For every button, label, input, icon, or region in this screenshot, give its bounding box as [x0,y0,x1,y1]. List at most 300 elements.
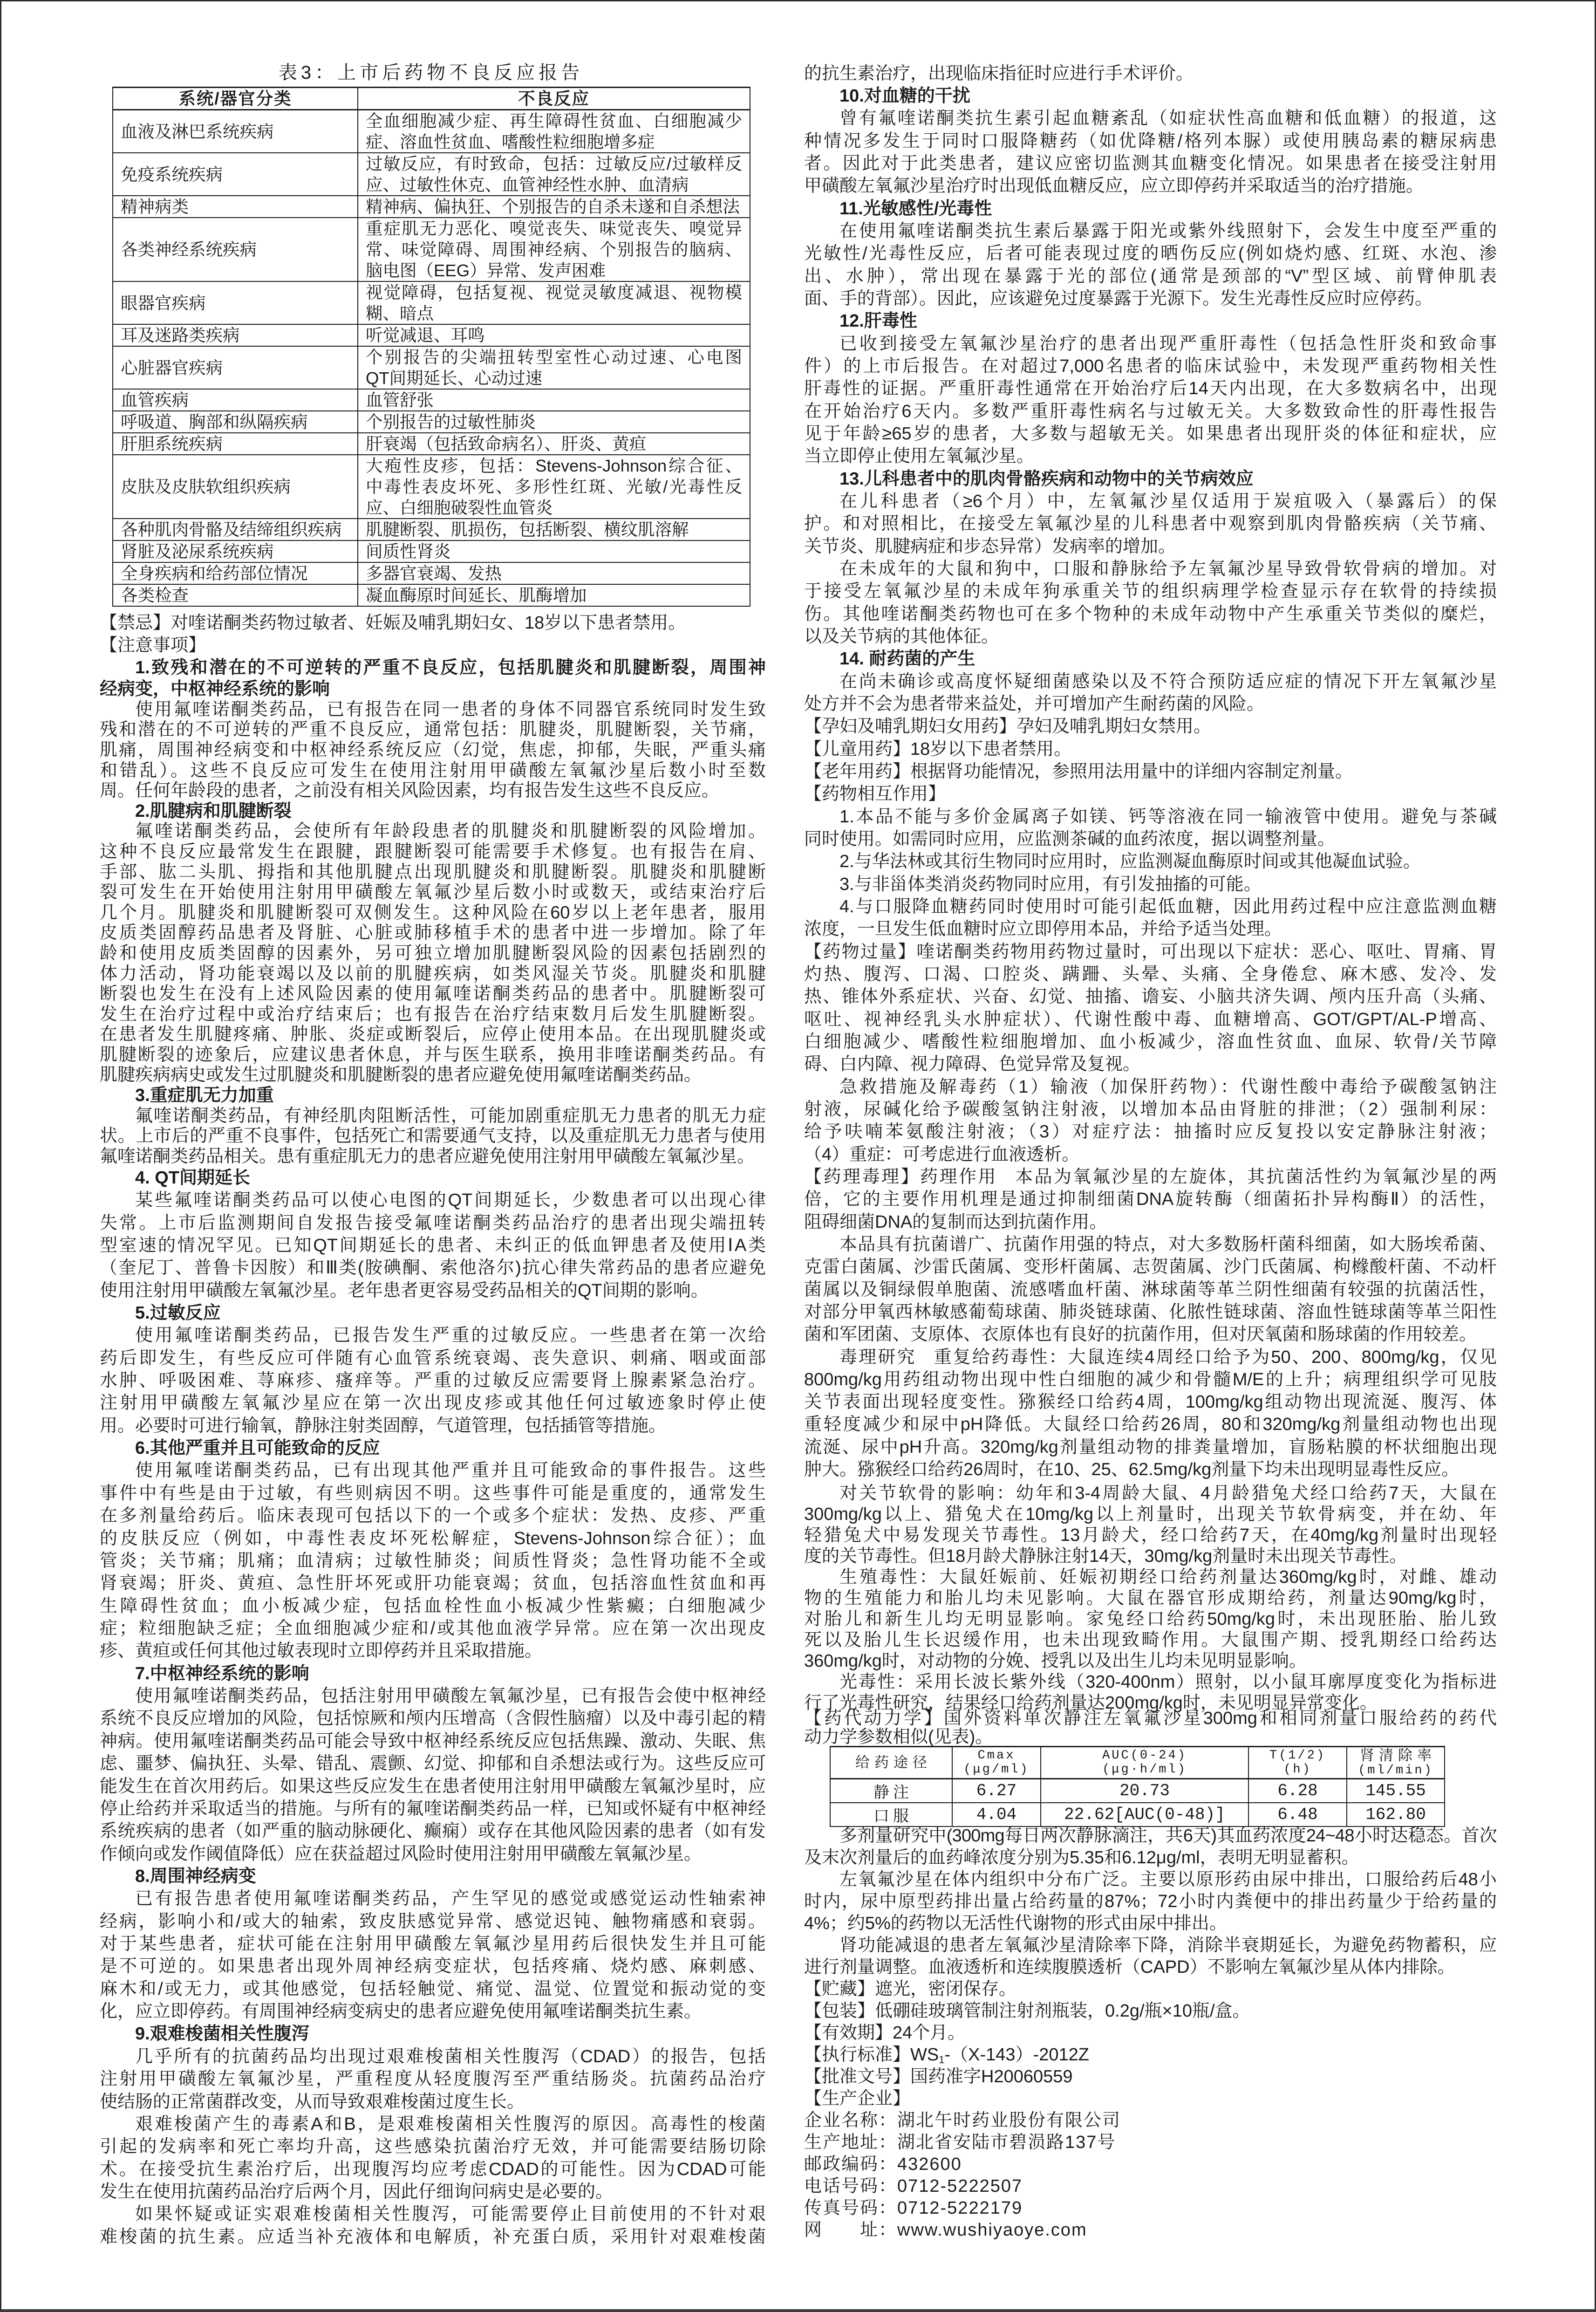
cell-line: 个别报告的尖端扭转型室性心动过速、心电图 [366,348,742,367]
paragraph-line: 4.与口服降血糖药同时使用时可能引起低血糖，因此用药过程中应注意监测血糖 [839,896,1497,917]
paragraph-line: 及末次剂量后的血药峰浓度分别为5.35和6.12μg/ml，表明无明显蓄积。 [804,1847,1359,1867]
paragraph-line: 热、锥体外系症状、兴奋、幻觉、抽搐、谵妄、小脑共济失调、颅内压升高（头痛、 [804,987,1497,1007]
standard-code-suffix: -（X-143）-2012Z [944,2045,1089,2065]
paragraph-line: 时内，尿中原型药排出量占给药量的87%；72小时内粪便中的排出药量少于给药量的 [804,1891,1497,1911]
paragraph-line: 已有报告患者使用氟喹诺酮类药品，产生罕见的感觉或感觉运动性轴索神 [135,1889,766,1909]
cell-line: 视觉障碍，包括复视、视觉灵敏度减退、视物模 [366,283,742,302]
section-text: 低硼硅玻璃管制注射剂瓶装，0.2g/瓶×10瓶/盒。 [875,2001,1250,2021]
paragraph-line: 使结肠的正常菌群改变，从而导致艰难梭菌过度生长。 [100,2092,525,2112]
paragraph-line: 死以及胎儿生长迟缓作用，也未出现致畸作用。大鼠围产期、授乳期经口给药达 [804,1630,1497,1650]
field-label: 网 址： [804,2220,898,2240]
table-row [113,519,750,540]
cell-line: 重症肌无力恶化、嗅觉丧失、味觉丧失、嗅觉异 [366,219,742,238]
paragraph-line: 伤。其他喹诺酮类药物也可在多个物种的未成年动物中产生承重关节类似的糜烂， [804,604,1497,624]
pharmacokinetics-line [804,1709,1497,1728]
shelf-life-line [804,2022,1497,2044]
paragraph-line: 倍，它的主要作用机理是通过抑制细菌DNA旋转酶（细菌拓扑异构酶Ⅱ）的活性， [804,1190,1497,1210]
section-heading: 8.周围神经病变 [135,1866,256,1886]
paragraph-line: 症；粒细胞缺乏症；全血细胞减少症和/或其他血液学异常。应在第一次出现皮 [100,1618,766,1638]
paragraph-line: 的皮肤反应（例如，中毒性表皮坏死松解症，Stevens-Johnson综合征）；血 [100,1528,766,1548]
paragraph-line: 氟喹诺酮类药品，有神经肌肉阻断活性，可能加剧重症肌无力患者的肌无力症 [135,1106,766,1126]
paragraph-line: 经病，影响小和/或大的轴索，致皮肤感觉异常、感觉迟钝、触物痛感和衰弱。 [100,1911,766,1931]
cell-line: 应、过敏性休克、血管神经性水肿、血清病 [366,175,689,194]
paragraph-line: 多剂量研究中(300mg每日两次静脉滴注，共6天)其血药浓度24~48小时达稳态。首次 [839,1826,1497,1846]
closing-block [804,1825,1497,2242]
paragraph-line: 关节炎、肌腱病症和步态异常）发病率的增加。 [804,536,1176,556]
system-organ-class: 各种肌肉骨骼及结缔组织疾病 [113,519,358,540]
paragraph-line: 处方并不会为患者带来益处，并可增加产生耐药菌的风险。 [804,694,1265,714]
paragraph-line: 本品具有抗菌谱广、抗菌作用强的特点，对大多数肠杆菌科细菌，如大肠埃希菌、 [839,1234,1497,1254]
table-row [113,281,750,324]
system-organ-class: 血管疾病 [113,389,358,411]
paragraph-line: 手部、肱二头肌、拇指和其他肌腱点出现肌腱炎和肌腱断裂。肌腱炎和肌腱断 [100,862,766,882]
section-heading: 11.光敏感性/光毒性 [839,198,992,219]
system-organ-class: 肾脏及泌尿系统疾病 [113,540,358,562]
paragraph-line: 龄和使用皮质类固醇的因素外，另可独立增加肌腱断裂风险的因素包括剧烈的 [100,943,766,963]
paragraph-line: 注射用甲磺酸左氧氟沙星应在第一次出现皮疹或其他任何过敏迹象时停止使 [100,1393,766,1413]
paragraph-line: 面、手的背部）。因此，应该避免过度暴露于光源下。发生光毒性反应时应停药。 [804,289,1433,309]
section-heading: 5.过敏反应 [135,1303,221,1323]
adverse-reactions [358,433,750,455]
manufacturer-label: 【生产企业】 [804,2089,911,2109]
pk-cell: 6.48 [1248,1803,1347,1826]
field-value: 0712-5222507 [897,2176,1023,2196]
paragraph-line: 种情况多发生于同时口服降糖药（如优降糖/格列本脲）或使用胰岛素的糖尿病患 [804,131,1497,151]
section-label: 【药物过量】 [804,942,917,962]
adverse-reactions [358,455,750,519]
table-row [113,562,750,584]
cell-line: 中毒性表皮坏死、多形性红斑、光敏/光毒性反 [366,477,742,496]
cell-line: 脑电图（EEG）异常、发声困难 [366,261,606,280]
paragraph-line: 几个月。肌腱炎和肌腱断裂可双侧发生。这种风险在60岁以上老年患者，服用 [100,903,766,923]
paragraph-line: 系统不良反应增加的风险，包括惊厥和颅内压增高（含假性脑瘤）以及中毒引起的精 [100,1709,766,1729]
standard-code-prefix: WS [910,2045,939,2065]
paragraph-line: 肾衰竭；肝炎、黄疸、急性肝坏死或肝功能衰竭；贫血，包括溶血性贫血和再 [100,1573,766,1594]
paragraph-line: 生障碍性贫血；血小板减少症，包括血栓性血小板减少性紫癜；白细胞减少 [100,1596,766,1616]
section-label: 【药理毒理】 [804,1167,920,1187]
paragraph-line: 体力活动，肾功能衰竭以及以前的肌腱疾病，如类风湿关节炎。肌腱炎和肌腱 [100,964,766,984]
section-text: 对喹诺酮类药物过敏者、妊娠及哺乳期妇女、18岁以下患者禁用。 [171,613,686,633]
field-value: 湖北午时药业股份有限公司 [897,2111,1121,2131]
paragraph-line: 的抗生素治疗，出现临床指征时应进行手术评价。 [804,63,1194,83]
section-label: 【有效期】 [804,2023,893,2043]
section-heading: 14. 耐药菌的产生 [839,649,975,669]
section-label: 【包装】 [804,2001,875,2021]
paragraph-line: 某些氟喹诺酮类药品可以使心电图的QT间期延长，少数患者可以出现心律 [135,1190,766,1211]
paragraph-line: 使用氟喹诺酮类药品，已报告发生严重的过敏反应。一些患者在第一次给 [135,1326,766,1346]
paragraph-line: 给予呋喃苯氨酸注射液；（3）对症疗法：抽搐时应反复投以安定静脉注射液； [804,1122,1497,1142]
manufacturer-field [804,2154,1497,2175]
header-unit: (ml/min) [1358,1764,1433,1778]
system-organ-class: 免疫系统疾病 [113,153,358,196]
paragraph-line: 菌和军团菌、支原体、衣原体也有良好的抗菌作用，但对厌氧菌和肠球菌的作用较差。 [804,1325,1477,1345]
adverse-reactions [358,562,750,584]
field-label: 电话号码： [804,2176,898,2196]
system-organ-class: 心脏器官疾病 [113,346,358,389]
paragraph-line: 用。必要时可进行输氧，静脉注射类固醇，气道管理，包括插管等措施。 [100,1416,667,1436]
adverse-reactions [358,519,750,540]
adverse-reactions [358,110,750,153]
paragraph-line: 引起的发病率和死亡率均升高，这些感染抗菌治疗无效，并可能需要结肠切除 [100,2137,766,2157]
section-text: 本品为氧氟沙星的左旋体，其抗菌活性约为氧氟沙星的两 [1015,1167,1497,1187]
cell-line: 精神病、偏执狂、个别报告的自杀未遂和自杀想法 [366,197,740,216]
paragraph-line: 肝毒性的证据。严重肝毒性通常在开始治疗后14天内出现，在大多数病名中，出现 [804,379,1497,399]
pk-row [830,1779,1445,1803]
standard-code-subscript: 1 [939,2053,945,2066]
paragraph-line: 残和潜在的不可逆转的严重不良反应，通常包括：肌腱炎，肌腱断裂，关节痛， [100,720,766,740]
paragraph-line: 呕吐、视神经乳头水肿症状）、代谢性酸中毒、血糖增高、GOT/GPT/AL-P增高、 [804,1009,1497,1029]
paragraph-line: 流涎、尿中pH升高。320mg/kg剂量组动物的排粪量增加，盲肠粘膜的杯状细胞出现 [804,1437,1497,1457]
contraindications-line [100,612,766,634]
section-label: 【禁忌】 [100,613,171,633]
pk-cell: 145.55 [1347,1779,1445,1803]
pediatric-line [804,738,1497,760]
paragraph-line: 氟喹诺酮类药品相关。患有重症肌无力的患者应避免使用注射用甲磺酸左氧氟沙星。 [100,1146,755,1166]
cell-line: 大疱性皮疹，包括：Stevens-Johnson综合征、 [366,456,742,475]
section-text: 孕妇及哺乳期妇女禁用。 [1016,717,1212,737]
cell-line: 全血细胞减少症、再生障碍性贫血、白细胞减少 [366,111,742,130]
paragraph-line: 对胎儿和新生儿均无明显影响。家兔经口给药50mg/kg时，未出现胚胎、胎儿致 [804,1609,1497,1629]
paragraph-line: 使用氟喹诺酮类药品，包括注射用甲磺酸左氧氟沙星，已有报告会使中枢神经 [135,1686,766,1706]
paragraph-line: 皮质类固醇药品患者及肾脏、心脏或肺移植手术的患者中进一步增加。除了年 [100,923,766,943]
paragraph-line: 在使用氟喹诺酮类抗生素后暴露于阳光或紫外线照射下，会发生中度至严重的 [839,221,1497,241]
cell-line: 个别报告的过敏性肺炎 [366,412,536,431]
paragraph-line: 白细胞减少、嗜酸性粒细胞增加、血小板减少，溶血性贫血、血尿、软骨/关节障 [804,1032,1497,1052]
system-organ-class: 眼器官疾病 [113,281,358,324]
paragraph-line: 曾有氟喹诺酮类抗生素引起血糖紊乱（如症状性高血糖和低血糖）的报道，这 [839,109,1497,129]
paragraph-line: 300mg/kg以上、猎兔犬在10mg/kg以上剂量时，出现关节软骨病变，并在幼、年 [804,1504,1497,1524]
section-label: 【药代动力学】 [804,1709,944,1728]
pk-header-cell [830,1747,952,1779]
paragraph-line: 在多剂量给药后。临床表现可包括以下的一个或多个症状：发热、皮疹、严重 [100,1506,766,1526]
cell-line: 应、白细胞破裂性血管炎 [366,498,553,517]
section-heading: 1.致残和潜在的不可逆转的严重不良反应，包括肌腱炎和肌腱断裂，周围神 [135,658,766,677]
paragraph-line: 失常。上市后监测期间自发报告接受氟喹诺酮类药品治疗的患者出现尖端扭转 [100,1213,766,1233]
paragraph-line: 药后即发生，有些反应可伴随有心血管系统衰竭、丧失意识、刺痛、咽或面部 [100,1348,766,1368]
header-text: AUC(0-24) [1102,1749,1187,1763]
table-row [113,389,750,411]
paragraph-line: 和错乱）。这些不良反应可发生在使用注射用甲磺酸左氧氟沙星后数小时至数 [100,760,766,780]
paragraph-line: 肾功能减退的患者左氧氟沙星清除率下降，消除半衰期延长，为避免药物蓄积，应 [839,1935,1497,1955]
section-text: 喹诺酮类药物用药物过量时，可出现以下症状：恶心、呕吐、胃痛、胃 [916,942,1497,962]
system-organ-class: 各类神经系统疾病 [113,218,358,281]
cell-line: 常、味觉障碍、周围神经病、个别报告的脑病、 [366,240,742,259]
paragraph-line: 左氧氟沙星在体内组织中分布广泛。主要以原形药由尿中排出，口服给药后48小 [839,1869,1497,1889]
paragraph-line: 动力学参数相似(见表)。 [804,1727,993,1747]
field-label: 传真号码： [804,2198,898,2218]
paragraph-line: 事件中有些是由于过敏，有些则病因不明。这些事件可能是重度的，通常发生 [100,1483,766,1503]
pharmacology-line [804,1166,1497,1188]
cell-line: 肌腱断裂、肌损伤，包括断裂、横纹肌溶解 [366,520,689,539]
system-organ-class: 血液及淋巴系统疾病 [113,110,358,153]
manufacturer-field [804,2132,1497,2154]
table-row [113,540,750,562]
adverse-reactions [358,584,750,606]
paragraph-line: 于接受左氧氟沙星的未成年狗承重关节的组织病理学检查显示存在软骨的持续损 [804,581,1497,602]
section-heading: 9.艰难梭菌相关性腹泻 [135,2024,309,2044]
field-value: 0712-5222179 [897,2198,1023,2218]
paragraph-line: 关节表面出现轻度变性。猕猴经口给药4周，100mg/kg组动物出现流涎、腹泻、体 [804,1392,1497,1412]
paragraph-line: 发生在使用抗菌药品治疗后两个月，因此仔细询问病史是必要的。 [100,2182,614,2202]
paragraph-line: 生殖毒性：大鼠妊娠前、妊娠初期经口给药剂量达360mg/kg时，对雌、雄动 [839,1567,1497,1587]
subsection-label: 毒理研究 [839,1347,916,1367]
paragraph-line: 肌腱疾病病史或发生过肌腱炎和肌腱断裂的患者应避免使用氟喹诺酮类药品。 [100,1065,702,1085]
paragraph-line: 状。上市后的严重不良事件，包括死亡和需要通气支持，以及重症肌无力患者与使用 [100,1126,766,1146]
precautions-block [100,679,766,1167]
pk-header-cell [1041,1747,1248,1779]
paragraph-line: 出、水肿），常出现在暴露于光的部位(通常是颈部的“V”型区域、前臂伸肌表 [804,266,1497,286]
system-organ-class: 精神病类 [113,196,358,218]
pk-header-cell [952,1747,1041,1779]
paragraph-line: （4）重症：可考虑进行血液透析。 [804,1144,1080,1164]
adverse-reactions [358,218,750,281]
header-unit: (h) [1283,1763,1312,1777]
paragraph-line: 在儿科患者（≥6个月）中，左氧氟沙星仅适用于炭疽吸入（暴露后）的保 [839,492,1497,512]
section-heading: 经病变，中枢神经系统的影响 [100,679,330,699]
pregnancy-line [804,715,1497,738]
header-unit: (μg·h/ml) [1102,1763,1187,1777]
table-row [113,455,750,519]
section-heading: 2.肌腱病和肌腱断裂 [135,801,292,821]
table-row [113,153,750,196]
paragraph-line: 360mg/kg时，对动物的分娩、授乳以及出生儿均未见明显影响。 [804,1651,1307,1671]
pk-row [830,1803,1445,1826]
table-row [113,346,750,389]
paragraph-line: 件）的上市后报告。在对超过7,000名患者的临床试验中，未发现严重药物相关性 [804,356,1497,376]
system-organ-class: 皮肤及皮肤软组织疾病 [113,455,358,519]
paragraph-line: 急救措施及解毒药（1）输液（加保肝药物）：代谢性酸中毒给予碳酸氢钠注 [839,1077,1497,1097]
paragraph-line: 当立即停止使用左氧氟沙星。 [804,446,1035,466]
paragraph-line: 进行剂量调整。血液透析和连续腹膜透析（CAPD）不影响左氧氟沙星从体内排除。 [804,1957,1455,1977]
cell-line: 肝衰竭（包括致命病名）、肝炎、黄疸 [366,434,647,453]
contraindications-block [100,612,766,679]
adverse-reactions [358,411,750,433]
paragraph-line: 发生在治疗过程中或治疗结束后；也有报告在治疗结束数月后发生肌腱断裂。 [100,1004,766,1024]
paragraph-line: 见于年龄≥65岁的患者，大多数与超敏无关。如果患者出现肝炎的体征和症状，应 [804,424,1497,444]
approval-line [804,2066,1497,2088]
paragraph-line: 护。和对照相比，在接受左氧氟沙星的儿科患者中观察到肌肉骨骼疾病（关节痛、 [804,514,1497,534]
cell-line: 听觉减退、耳鸣 [366,326,485,345]
paragraph-line: 使用氟喹诺酮类药品，已有出现其他严重并且可能致命的事件报告。这些 [135,1461,766,1481]
paragraph-line: 菌属以及铜绿假单胞菌、流感嗜血杆菌、淋球菌等革兰阴性细菌有较强的抗菌活性， [804,1279,1497,1300]
header-text: T(1/2) [1269,1749,1326,1763]
manufacturer-field [804,2110,1497,2132]
section-text: 18岁以下患者禁用。 [910,739,1072,759]
paragraph-line: 甲磺酸左氧氟沙星治疗时出现低血糖反应，应立即停药并采取适当的治疗措施。 [804,176,1424,196]
adverse-reaction-table [112,87,750,607]
section-label: 【儿童用药】 [804,739,911,759]
section-text: 国药准字H20060559 [910,2067,1073,2087]
packaging-line [804,2000,1497,2022]
paragraph-line: 肌痛，周围神经病变和中枢神经系统反应（幻觉，焦虑，抑郁，失眠，严重头痛 [100,740,766,760]
adverse-reactions [358,346,750,389]
paragraph-line: 对部分甲氧西林敏感葡萄球菌、肺炎链球菌、化脓性链球菌、溶血性链球菌等革兰阳性 [804,1302,1497,1322]
paragraph-line: 度的关节毒性。但18月龄犬静脉注射14天，30mg/kg剂量时未出现关节毒性。 [804,1546,1407,1566]
paragraph-line: 轻猎兔犬中易发现关节毒性。13月龄犬，经口给药7天，在40mg/kg剂量时出现轻 [804,1525,1497,1545]
paragraph-line: 周。任何年龄段的患者，之前没有相关风险因素，均有报告发生这些不良反应。 [100,781,720,801]
paragraph-line: 对关节软骨的影响：幼年和3-4周龄大鼠、4月龄猎兔犬经口给药7天，大鼠在 [839,1483,1497,1503]
paragraph-line: 以及关节病的其他体征。 [804,627,999,646]
paragraph-line: 神病。使用氟喹诺酮类药品可能会导致中枢神经系统反应包括焦躁、激动、失眠、焦 [100,1731,766,1751]
paragraph-line: 使用氟喹诺酮类药品，已有报告在同一患者的身体不同器官系统同时发生致 [135,699,766,719]
section-text: 国外资料单次静注左氧氟沙星300mg和相同剂量口服给药的药代 [943,1709,1497,1728]
field-label: 生产地址： [804,2133,898,2153]
paragraph-line: 氟喹诺酮类药品，会使所有年龄段患者的肌腱炎和肌腱断裂的风险增加。 [135,821,766,841]
system-organ-class: 各类检查 [113,584,358,606]
pk-cell: 22.62[AUC(0-48)] [1041,1803,1248,1826]
section-label: 【贮藏】 [804,1979,875,1999]
field-label: 企业名称： [804,2111,898,2131]
pk-cell: 6.27 [952,1779,1041,1803]
paragraph-line: 几乎所有的抗菌药品均出现过艰难梭菌相关性腹泻（CDAD）的报告，包括 [135,2046,766,2066]
pharmacokinetics-intro [804,1709,1497,1746]
table-row [113,433,750,455]
adverse-reactions [358,324,750,346]
header-unit: (μg/ml) [963,1763,1030,1777]
paragraph-line: 注射用甲磺酸左氧氟沙星，严重程度从轻度腹泻至严重结肠炎。抗菌药品治疗 [100,2069,766,2089]
pk-cell: 6.28 [1248,1779,1347,1803]
paragraph-line: 者。因此对于此类患者，建议应密切监测其血糖变化情况。如果患者在接受注射用 [804,154,1497,174]
pharmacokinetics-table [830,1746,1445,1827]
pk-cell: 4.04 [952,1803,1041,1826]
column-header: 系统/器官分类 [113,88,358,110]
cell-line: 血管舒张 [366,390,434,410]
adverse-reactions [358,153,750,196]
paragraph-line: 裂可发生在开始使用注射用甲磺酸左氧氟沙星后数小时或数天，或结束治疗后 [100,882,766,903]
system-organ-class: 耳及迷路类疾病 [113,324,358,346]
system-organ-class: 呼吸道、胸部和纵隔疾病 [113,411,358,433]
manufacturer-field [804,2175,1497,2197]
paragraph-line: 这种不良反应最常发生在跟腱，跟腱断裂可能需要手术修复。也有报告在肩、 [100,841,766,862]
section-heading: 3.重症肌无力加重 [135,1086,274,1106]
adverse-reactions [358,281,750,324]
cell-line: 症、溶血性贫血、嗜酸性粒细胞增多症 [366,132,655,151]
pk-route-cell: 静注 [830,1779,952,1803]
pk-header-cell [1347,1747,1445,1779]
precautions-label: 【注意事项】 [100,636,206,655]
section-heading: 7.中枢神经系统的影响 [135,1663,309,1683]
cell-line: 间质性肾炎 [366,542,451,561]
section-label: 【批准文号】 [804,2067,911,2087]
section-heading: 12.肝毒性 [839,311,917,331]
field-value: 湖北省安陆市碧涢路137号 [897,2133,1116,2153]
website-value: www.wushiyaoye.com [897,2220,1087,2240]
paragraph-line: 重轻度减少和尿中pH降低。大鼠经口给药26周，80和320mg/kg剂量组动物也出现 [804,1415,1497,1435]
paragraph-line: 阻碍细菌DNA的复制而达到抗菌作用。 [804,1212,1107,1232]
paragraph-line: 管炎；关节痛；肌痛；血清病；过敏性肺炎；间质性肾炎；急性肾功能不全或 [100,1551,766,1571]
paragraph-line: 浓度，一旦发生低血糖时应立即停用本品，并给予适当处理。 [804,919,1282,939]
paragraph-line: 行了光毒性研究，结果经口给药剂量达200mg/kg时，未见明显异常变化。 [804,1693,1378,1713]
paragraph-line: 肌腱断裂的迹象后，应建议患者休息，并与医生联系，换用非喹诺酮类药品。有 [100,1045,766,1065]
paragraph-line: 光毒性：采用长波长紫外线（320-400nm）照射，以小鼠耳廓厚度变化为指标进 [839,1672,1497,1692]
cell-line: 糊、暗点 [366,304,434,323]
table-row [113,411,750,433]
paragraph-line: 在未成年的大鼠和狗中，口服和静脉给予左氧氟沙星导致骨软骨病的增加。对 [839,559,1497,579]
header-text: 肾清除率 [1360,1747,1436,1764]
table-row [113,584,750,606]
adverse-reactions [358,540,750,562]
pk-header-cell [1248,1747,1347,1779]
paragraph-line: 术。在接受抗生素治疗后，出现腹泻均应考虑CDAD的可能性。因为CDAD可能 [100,2159,766,2179]
pk-route-cell: 口服 [830,1803,952,1826]
adverse-reactions [358,196,750,218]
paragraph-line: 3.与非甾体类消炎药物同时应用，有引发抽搐的可能。 [839,874,1262,894]
precautions-block [100,1167,766,2248]
header-text: Cmax [977,1749,1016,1763]
section-label: 【老年用药】 [804,761,911,781]
cell-line: 凝血酶原时间延长、肌酶增加 [366,586,587,605]
section-text: 重复给药毒性：大鼠连续4周经口给予为50、200、800mg/kg，仅见 [934,1347,1497,1367]
paragraph-line: 碍、白内障、视力障碍、色觉异常及复视。 [804,1054,1141,1074]
paragraph-line: 断裂也发生在没有上述风险因素的使用氟喹诺酮类药品的患者中。肌腱断裂可 [100,984,766,1004]
section-label: 【执行标准】 [804,2045,911,2065]
paragraph-line: 1.本品不能与多价金属离子如镁、钙等溶液在同一输液管中使用。避免与茶碱 [839,807,1497,827]
section-text: 24个月。 [893,2023,966,2043]
section-text: 遮光，密闭保存。 [875,1979,1017,1999]
right-text-block [804,62,1497,1481]
adverse-reactions [358,389,750,411]
standard-line [804,2044,1497,2066]
manufacturer-field [804,2197,1497,2219]
paragraph-line: 作倾向或发作阈值降低）应在获益超过风险时使用注射用甲磺酸左氧氟沙星。 [100,1844,702,1864]
table-row [113,324,750,346]
paragraph-line: 麻木和/或无力，或其他感觉，包括轻触觉、痛觉、温觉、位置觉和振动觉的变 [100,1979,766,1999]
subsection-label: 药理作用 [920,1167,997,1187]
paragraph-line: 在开始治疗6天内。多数严重肝毒性病名与过敏无关。大多数致命性的肝毒性报告 [804,401,1497,421]
section-heading: 13.儿科患者中的肌肉骨骼疾病和动物中的关节病效应 [839,469,1254,489]
paragraph-line: 使用注射用甲磺酸左氧氟沙星。老年患者更容易受药品相关的QT间期的影响。 [100,1280,709,1300]
paragraph-line: 难梭菌的抗生素。应适当补充液体和电解质，补充蛋白质，采用针对艰难梭菌 [100,2227,766,2247]
cell-line: 多器官衰竭、发热 [366,564,502,583]
paragraph-line: 虑、噩梦、偏执狂、头晕、错乱、震颤、幻觉、抑郁和自杀想法或行为。这些反应可 [100,1754,766,1774]
paragraph-line: 型室速的情况罕见。已知QT间期延长的患者、未纠正的低血钾患者及使用ⅠA类 [100,1235,766,1255]
table-row [113,218,750,281]
storage-line [804,1978,1497,2000]
paragraph-line: 射液，尿碱化给予碳酸氢钠注射液，以增加本品由肾脏的排泄；（2）强制利尿： [804,1099,1497,1119]
table-header-row [113,88,750,110]
system-organ-class: 肝胆系统疾病 [113,433,358,455]
cell-line: 过敏反应，有时致命，包括：过敏反应/过敏样反 [366,154,742,173]
paragraph-line: 2.与华法林或其衍生物同时应用时，应监测凝血酶原时间或其他凝血试验。 [839,852,1421,872]
toxicology-block [804,1483,1497,1714]
overdose-line [804,941,1497,963]
paragraph-line: 能发生在首次用药后。如果这些反应发生在患者使用注射用甲磺酸左氧氟沙星时，应 [100,1776,766,1796]
pk-header-row [830,1747,1445,1779]
paragraph-line: 4%；约5%的药物以无活性代谢物的形式由尿中排出。 [804,1913,1227,1933]
section-text: 根据肾功能情况，参照用法用量中的详细内容制定剂量。 [910,761,1353,781]
column-header: 不良反应 [358,88,750,110]
field-label: 邮政编码： [804,2155,898,2175]
paragraph-line: 化，应立即停药。有周围神经病变病史的患者应避免使用氟喹诺酮类抗生素。 [100,2002,702,2022]
paragraph-line: （奎尼丁、普鲁卡因胺）和Ⅲ类(胺碘酮、索他洛尔)抗心律失常药品的患者应避免 [100,1258,766,1278]
paragraph-line: 水肿、呼吸困难、荨麻疹、瘙痒等。严重的过敏反应需要肾上腺素紧急治疗。 [100,1371,766,1391]
manufacturer-field [804,2219,1497,2241]
paragraph-line: 800mg/kg用药组动物出现中性白细胞的减少和骨髓M/E的上升；病理组织学可见肢 [804,1369,1497,1389]
toxicology-line [804,1346,1497,1368]
system-organ-class: 全身疾病和给药部位情况 [113,562,358,584]
paragraph-line: 光敏性/光毒性反应，后者可能表现过度的晒伤反应(例如烧灼感、红斑、水泡、渗 [804,244,1497,264]
paragraph-line: 在患者发生肌腱疼痛、肿胀、炎症或断裂后，应停止使用本品。在出现肌腱炎或 [100,1025,766,1045]
paragraph-line: 克雷白菌属、沙雷氏菌属、变形杆菌属、志贺菌属、沙门氏菌属、枸橼酸杆菌、不动杆 [804,1257,1497,1277]
paragraph-line: 如果怀疑或证实艰难梭菌相关性腹泻，可能需要停止目前使用的不针对艰 [135,2204,766,2224]
paragraph-line: 物的生殖能力和胎儿均未见影响。大鼠在器官形成期给药，剂量达90mg/kg时， [804,1588,1497,1608]
paragraph-line: 同时使用。如需同时应用，应监测茶碱的血药浓度，据以调整剂量。 [804,829,1336,849]
paragraph-line: 肿大。猕猴经口给药26周时，在10、25、62.5mg/kg剂量下均未出现明显毒性反应。 [804,1460,1460,1480]
paragraph-line: 疹、黄疸或任何其他过敏表现时立即停药并且采取措施。 [100,1641,543,1661]
paragraph-line: 系统疾病的患者（如严重的脑动脉硬化、癫痫）或存在其他风险因素的患者（如有发 [100,1821,766,1841]
section-label: 【孕妇及哺乳期妇女用药】 [804,717,1017,737]
section-heading: 4. QT间期延长 [135,1168,251,1188]
